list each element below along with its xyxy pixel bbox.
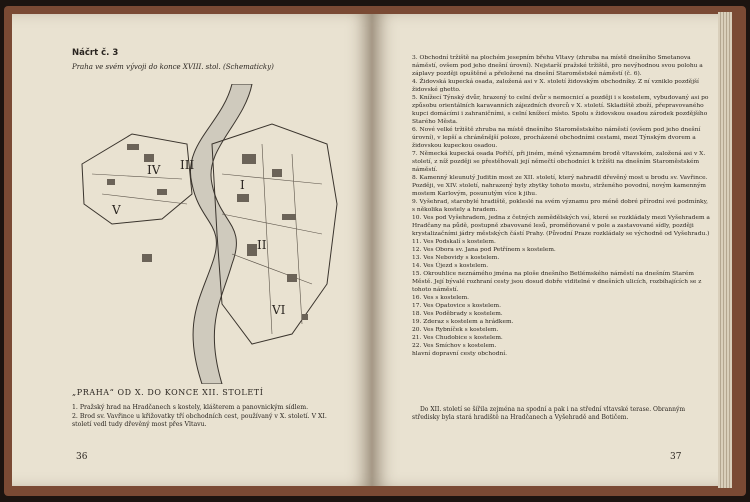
map-label: I xyxy=(240,178,245,192)
legend-item: 2. Brod sv. Vavřince u křižovatky tří obchodních cest, používaný v X. století. V XI. století vedl tudy dřevěný most přes Vltavu. xyxy=(72,413,327,429)
list-item: 10. Ves pod Vyšehradem, jedna z četných zemědělských vsí, které se rozkládaly mezi Vyšehradem a Hradčany na půdě, postupně zbavované lesů, proměňované v pole a zastavované sídly, později krystalizačními jádry městských částí Prahy. (Původní Praze rozkládaly se východně od Vyšehradu.) xyxy=(412,215,710,237)
map-label: IV xyxy=(147,163,161,177)
list-item: 21. Ves Chudobice s kostelem. xyxy=(412,335,503,341)
list-item: 18. Ves Poděbrady s kostelem. xyxy=(412,311,503,317)
list-item: 5. Knížecí Týnský dvůr, hrazený to celní dvůr s nemocnicí a později i s kostelem, vybudovaný asi po způsobu orientálních karavanních zájezdních dvorců v X. století. Skladiště zboží, přepravovaného kupci domácími i zahraničními, s celní knížecí místo. Spolu s židovskou osadou zárodek pozdějšího Starého Města. xyxy=(412,95,709,125)
page-edges xyxy=(718,12,732,488)
sketch-title: Náčrt č. 3 xyxy=(72,48,119,58)
list-item: 19. Zderaz s kostelem a hrádkem. xyxy=(412,319,514,325)
map-label: V xyxy=(112,203,121,217)
sketch-subtitle: Praha ve svém vývoji do konce XVIII. stol. (Schematicky) xyxy=(72,63,274,71)
list-item: hlavní dopravní cesty obchodní. xyxy=(412,351,508,357)
list-item: 3. Obchodní tržiště na plochém jesepním břehu Vltavy (zhruba na místě dnešního Smetanova náměstí, ovšem pod jeho dnešní úrovní). Nejstarší pražské tržiště, pro nevýhodnou svou polohu a záplavy později opuštěné a přeložené na dnešní Staroměstské náměstí (č. 6). xyxy=(412,55,703,77)
river xyxy=(190,84,252,384)
legend-item: 1. Pražský hrad na Hradčanech s kostely, klášterem a panovnickým sídlem. xyxy=(72,404,309,411)
list-item: 16. Ves s kostelem. xyxy=(412,295,470,301)
list-item: 17. Ves Opatovice s kostelem. xyxy=(412,303,501,309)
list-item: 20. Ves Rybníček s kostelem. xyxy=(412,327,499,333)
left-page xyxy=(12,14,372,486)
page-number-left: 36 xyxy=(76,452,88,462)
legend-items-list xyxy=(412,54,712,358)
list-item: 7. Německá kupecká osada Pořičí, při jiném, méně významném brodě vltavském, založená asi v X. století, z níž později se přestěhovali její němečtí obchodníci k tržišti na dnešním Staroměstském náměstí. xyxy=(412,151,706,173)
legend-list xyxy=(72,404,344,431)
list-item: 9. Vyšehrad, starobylé hradiště, pokleslé na svém významu pro méně dobré přírodní své podmínky, s několika kostely a hradem. xyxy=(412,199,708,213)
map-label: III xyxy=(180,158,195,172)
list-item: 14. Ves Újezd s kostelem. xyxy=(412,263,489,269)
list-item: 12. Ves Obora sv. Jana pod Petřínem s kostelem. xyxy=(412,247,556,253)
map-label: II xyxy=(257,238,267,252)
list-item: 11. Ves Podskalí s kostelem. xyxy=(412,239,496,245)
legend-title: „PRAHA“ OD X. DO KONCE XII. STOLETÍ xyxy=(72,388,264,397)
right-page xyxy=(372,14,726,486)
list-item: 13. Ves Nebovidy s kostelem. xyxy=(412,255,500,261)
closing-note: Do XII. století se šířila zejména na spodní a pak i na střední vltavské terase. Obranným středisky byla stará hradiště na Hradčanech a Vyšehradě and Botičem. xyxy=(412,406,686,422)
map-label: VI xyxy=(272,303,286,317)
page-number-right: 37 xyxy=(670,452,682,462)
list-item: 15. Okrouhlice neznámého jména na ploše dnešního Betlémského náměstí na dnešním Starém Městě. Její bývalé rozhraní cesty jsou dosud dobře viditelné v dnešních ulicích, rozbíhajících se z tohoto náměstí. xyxy=(412,271,702,293)
list-item: 6. Nové velké tržiště zhruba na místě dnešního Staroměstského náměstí (ovšem pod jeho dnešní úrovní), v lepší a chráněnější poloze, procházené obchodními cestami, mezi Týnským dvorem a židovskou kupeckou osadou. xyxy=(412,127,701,149)
list-item: 22. Ves Smíchov s kostelem. xyxy=(412,343,497,349)
historical-map xyxy=(72,84,344,384)
list-item: 8. Kamenný kleunutý Juditin most ze XII. století, který nahradil dřevěný most u brodu sv. Vavřince. Později, ve XIV. století, nahrazený byly zbytky tohoto mostu, strženého povodní, novým kamenným mostem Karlovým, posunutým více k jihu. xyxy=(412,175,708,197)
list-item: 4. Židovská kupecká osada, založená asi v X. století židovským obchodníky. Z ní vzniklo pozdější židovské ghetto. xyxy=(412,79,699,93)
